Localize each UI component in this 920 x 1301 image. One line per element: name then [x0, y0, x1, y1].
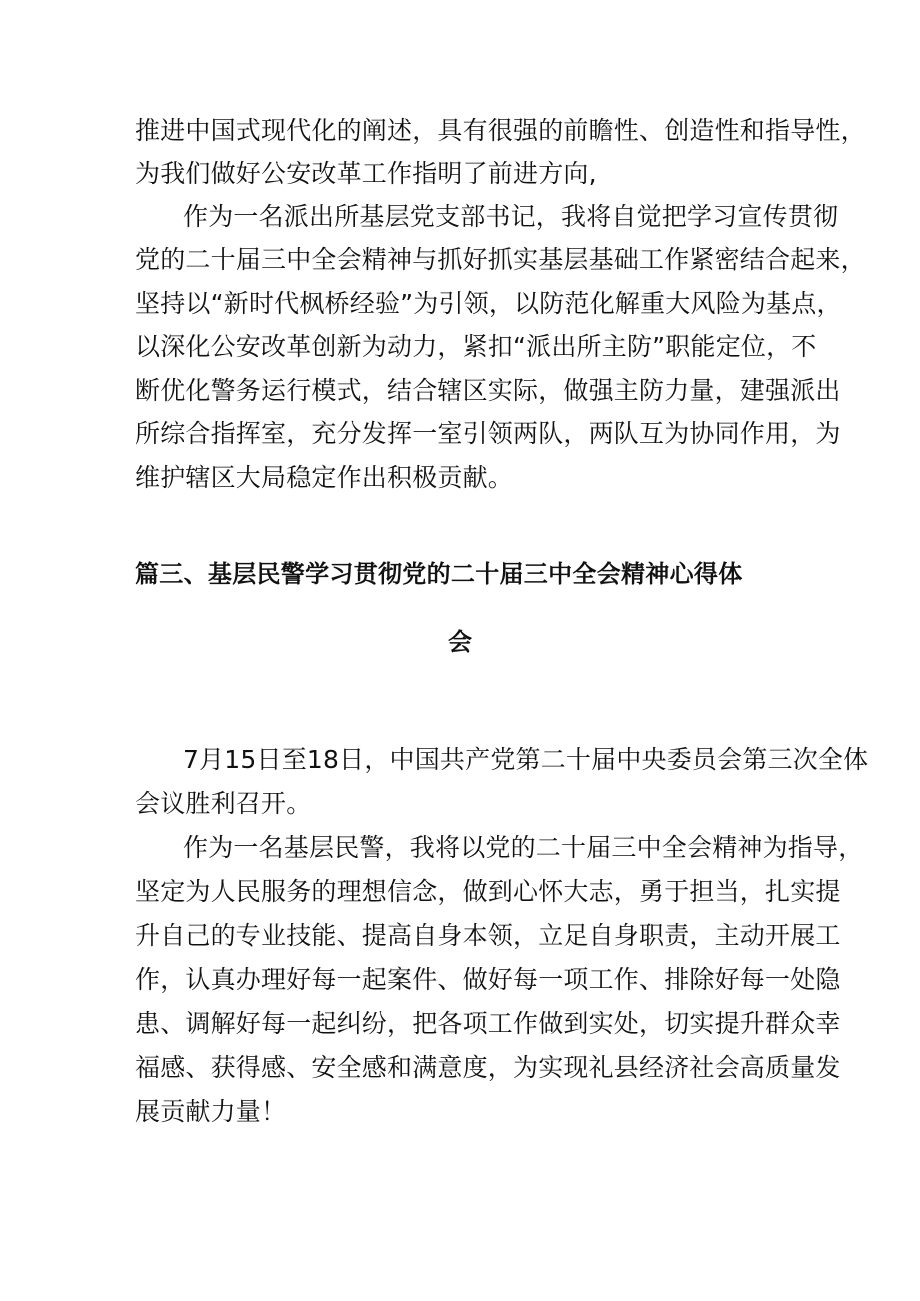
- text-line: 患、调解好每一起纠纷，把各项工作做到实处，切实提升群众幸: [135, 1009, 841, 1038]
- text-line: 福感、获得感、安全感和满意度，为实现礼县经济社会高质量发: [135, 1053, 841, 1082]
- text-line: 会议胜利召开。: [135, 789, 312, 818]
- text-line: 党的二十届三中全会精神与抓好抓实基层基础工作紧密结合起来，: [135, 245, 866, 274]
- section-heading: 篇三、基层民警学习贯彻党的二十届三中全会精神心得体: [135, 560, 743, 588]
- text-line: 作，认真办理好每一起案件、做好每一项工作、排除好每一处隐: [135, 965, 841, 994]
- text-line: 升自己的专业技能、提高自身本领，立足自身职责，主动开展工: [135, 921, 841, 950]
- text-line: 维护辖区大局稳定作出积极贡献。: [135, 463, 514, 492]
- paragraph-first-line: 作为一名基层民警，我将以党的二十届三中全会精神为指导，: [183, 833, 864, 862]
- text-line: 以深化公安改革创新为动力，紧扣“派出所主防”职能定位，不: [135, 332, 817, 361]
- text-line: 推进中国式现代化的阐述，具有很强的前瞻性、创造性和指导性，: [135, 116, 866, 145]
- section-heading-continuation: 会: [448, 628, 473, 656]
- text-line: 断优化警务运行模式，结合辖区实际，做强主防力量，建强派出: [135, 376, 841, 405]
- paragraph-first-line: 7月15日至18日，中国共产党第二十届中央委员会第三次全体: [183, 745, 869, 774]
- text-line: 为我们做好公安改革工作指明了前进方向,: [135, 159, 597, 188]
- text-line: 所综合指挥室，充分发挥一室引领两队，两队互为协同作用，为: [135, 419, 841, 448]
- paragraph-first-line: 作为一名派出所基层党支部书记，我将自觉把学习宣传贯彻: [183, 202, 839, 231]
- text-line: 展贡献力量！: [135, 1097, 287, 1126]
- text-line: 坚定为人民服务的理想信念，做到心怀大志，勇于担当，扎实提: [135, 877, 841, 906]
- text-line: 坚持以“新时代枫桥经验”为引领，以防范化解重大风险为基点，: [135, 289, 842, 318]
